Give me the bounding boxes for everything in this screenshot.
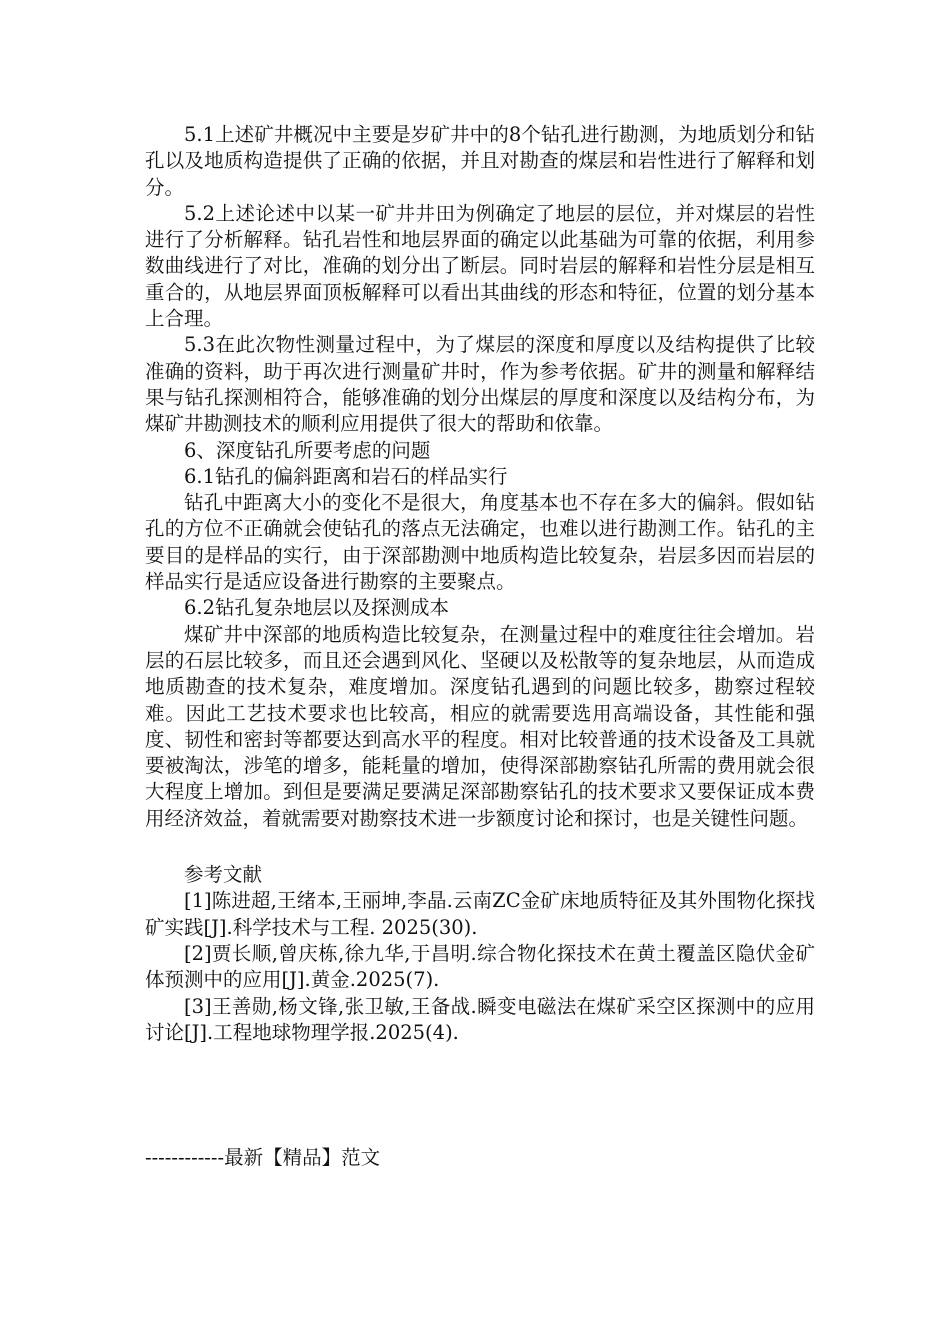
reference-item: [1]陈进超,王绪本,王丽坤,李晶.云南ZC金矿床地质特征及其外围物化探找矿实践[J].科学技术与工程. 2025(30). xyxy=(145,889,815,939)
paragraph-5-1: 5.1上述矿井概况中主要是岁矿井中的8个钻孔进行勘测，为地质划分和钻孔以及地质构造提供了正确的依据，并且对勘查的煤层和岩性进行了解释和划分。 xyxy=(145,123,815,199)
subsection-heading-6-2: 6.2钻孔复杂地层以及探测成本 xyxy=(184,596,450,620)
reference-item: [2]贾长顺,曾庆栋,徐九华,于昌明.综合物化探技术在黄土覆盖区隐伏金矿体预测中的应用[J].黄金.2025(7). xyxy=(145,941,815,992)
paragraph-6-1: 钻孔中距离大小的变化不是很大，角度基本也不存在多大的偏斜。假如钻孔的方位不正确就会使钻孔的落点无法确定，也难以进行勘测工作。钻孔的主要目的是样品的实行，由于深部勘测中地质构造比较复杂，岩层多因而岩层的样品实行是适应设备进行勘察的主要聚点。 xyxy=(145,491,815,594)
paragraph-5-3: 5.3在此次物性测量过程中，为了煤层的深度和厚度以及结构提供了比较准确的资料，助于再次进行测量矿井时，作为参考依据。矿井的测量和解释结果与钻孔探测相符合，能够准确的划分出煤层的厚度和深度以及结构分布，为煤矿井勘测技术的顺利应用提供了很大的帮助和依靠。 xyxy=(145,333,815,436)
references-title: 参考文献 xyxy=(184,863,263,887)
paragraph-5-2: 5.2上述论述中以某一矿井井田为例确定了地层的层位，并对煤层的岩性进行了分析解释。钻孔岩性和地层界面的确定以此基础为可靠的依据，利用参数曲线进行了对比，准确的划分出了断层。同时岩层的解释和岩性分层是相互重合的，从地层界面顶板解释可以看出其曲线的形态和特征，位置的划分基本上合理。 xyxy=(145,201,815,331)
footer-text: ------------最新【精品】范文 xyxy=(145,1146,381,1169)
reference-item: [3]王善勋,杨文锋,张卫敏,王备战.瞬变电磁法在煤矿采空区探测中的应用讨论[J].工程地球物理学报.2025(4). xyxy=(145,994,815,1044)
subsection-heading-6-1: 6.1钻孔的偏斜距离和岩石的样品实行 xyxy=(184,464,508,488)
section-heading-6: 6、深度钻孔所要考虑的问题 xyxy=(184,438,431,462)
paragraph-6-2: 煤矿井中深部的地质构造比较复杂，在测量过程中的难度往往会增加。岩层的石层比较多，而且还会遇到风化、坚硬以及松散等的复杂地层，从而造成地质勘查的技术复杂，难度增加。深度钻孔遇到的问题比较多，勘察过程较难。因此工艺技术要求也比较高，相应的就需要选用高端设备，其性能和强度、韧性和密封等都要达到高水平的程度。相对比较普通的技术设备及工具就要被淘汰，涉笔的增多，能耗量的增加，使得深部勘察钻孔所需的费用就会很大程度上增加。到但是要满足要满足深部勘察钻孔的技术要求又要保证成本费用经济效益，着就需要对勘察技术进一步额度讨论和探讨，也是关键性问题。 xyxy=(145,622,815,830)
document-body xyxy=(145,122,815,1046)
